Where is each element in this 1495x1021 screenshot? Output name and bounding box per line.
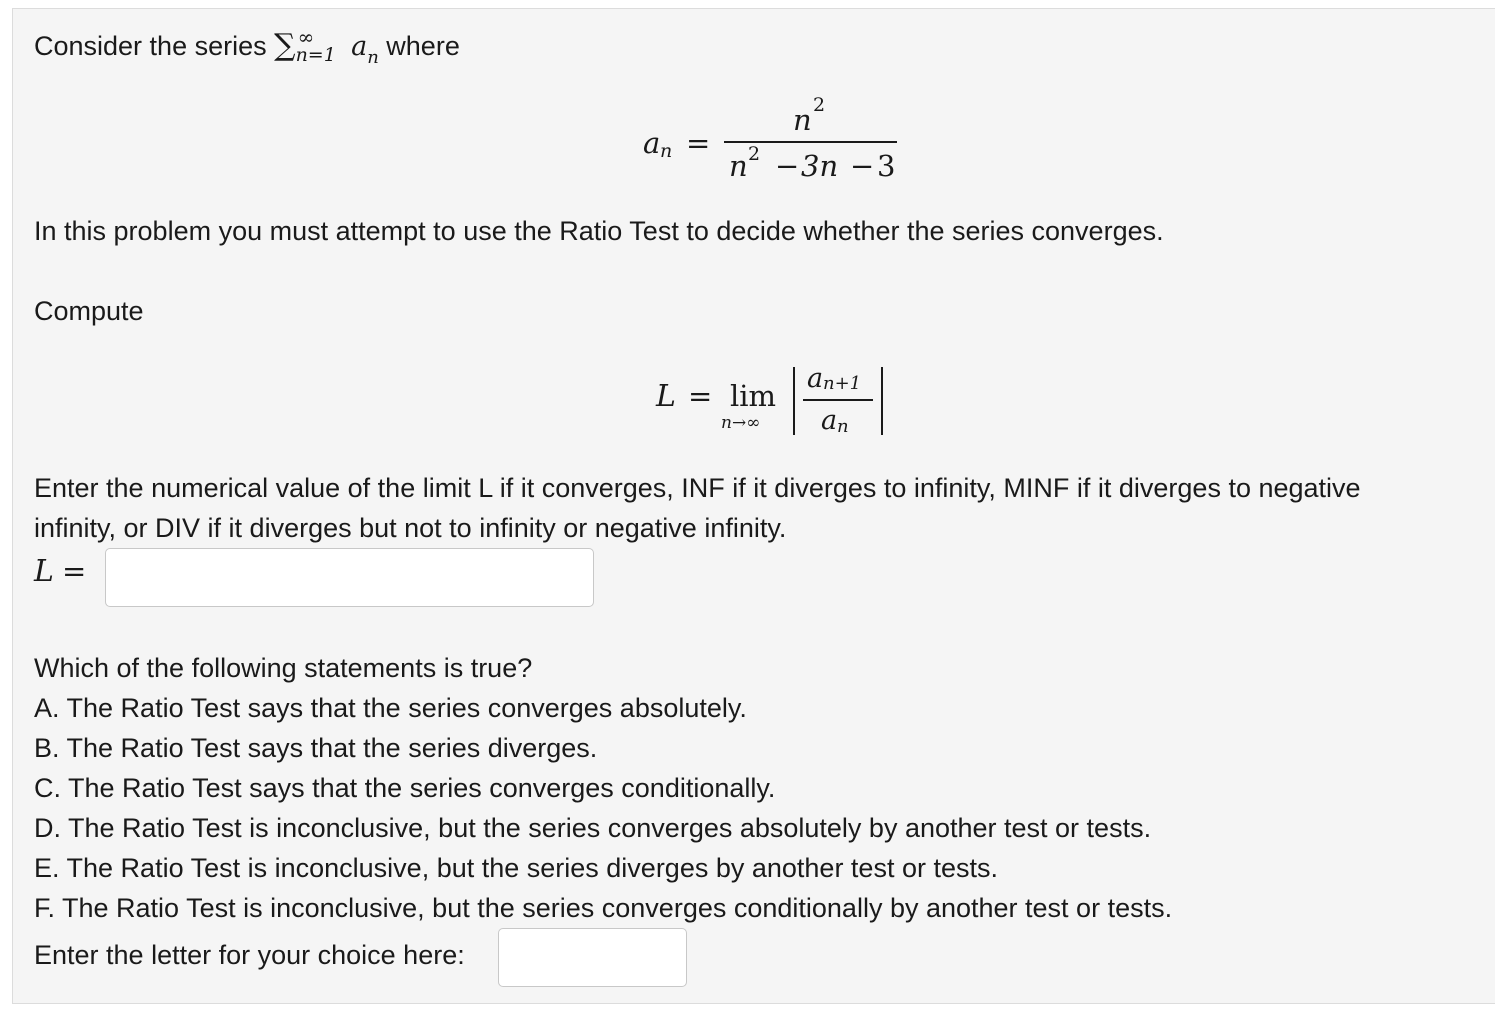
def-lhs-sub: n: [660, 140, 673, 162]
limit-equals: =: [688, 379, 713, 413]
limit-lhs: L: [656, 379, 676, 414]
option-b: B. The Ratio Test says that the series diverges.: [34, 733, 598, 763]
limit-lim-sub: n→∞: [721, 413, 761, 433]
abs-right-bar: [881, 367, 883, 435]
def-den-3n: 3n: [801, 149, 839, 183]
sum-lower-limit: n=1: [295, 44, 336, 66]
sum-term-var: a: [351, 31, 368, 62]
option-e: E. The Ratio Test is inconclusive, but the series diverges by another test or tests.: [34, 853, 998, 883]
def-den-3: 3: [877, 149, 896, 183]
choice-answer-input[interactable]: [498, 928, 687, 987]
intro-line: [34, 26, 460, 70]
option-f: F. The Ratio Test is inconclusive, but the series converges conditionally by another test or tests.: [34, 893, 1173, 923]
L-input-label-var: L: [34, 554, 54, 589]
intro-suffix: where: [386, 31, 460, 61]
limit-prompt-line1: Enter the numerical value of the limit L if it converges, INF if it diverges to infinity, MINF if it diverges to negative: [34, 473, 1361, 503]
question-text: Which of the following statements is true?: [34, 653, 533, 683]
abs-left-bar: [793, 367, 795, 435]
def-den-exp: 2: [748, 143, 761, 165]
def-den-minus2: −: [850, 149, 875, 183]
limit-answer-input[interactable]: [105, 548, 594, 607]
option-d: D. The Ratio Test is inconclusive, but the series converges absolutely by another test or tests.: [34, 813, 1152, 843]
limit-lim: lim: [730, 379, 777, 413]
sum-upper-limit: ∞: [297, 25, 315, 49]
limit-fraction-line: [803, 399, 873, 401]
compute-label: Compute: [34, 296, 144, 326]
L-input-label-eq: =: [62, 554, 87, 588]
def-numerator-exp: 2: [813, 94, 826, 116]
option-a: A. The Ratio Test says that the series converges absolutely.: [34, 693, 747, 723]
problem-panel: [12, 8, 1495, 1004]
intro-prefix: Consider the series: [34, 31, 267, 61]
sum-symbol: ∑: [274, 28, 296, 63]
def-equals: =: [686, 126, 711, 160]
def-den-n: n: [729, 149, 748, 183]
choice-prompt: Enter the letter for your choice here:: [34, 940, 465, 970]
limit-den-sub: n: [837, 416, 849, 437]
def-lhs-var: a: [643, 126, 661, 160]
limit-prompt-line2: infinity, or DIV if it diverges but not to infinity or negative infinity.: [34, 513, 787, 543]
def-den-minus1: −: [775, 149, 800, 183]
option-c: C. The Ratio Test says that the series converges conditionally.: [34, 773, 776, 803]
def-numerator-var: n: [793, 103, 812, 137]
limit-num-var: a: [807, 363, 824, 394]
sum-term-sub: n: [367, 47, 379, 68]
limit-num-sub: n+1: [823, 373, 862, 394]
limit-den-var: a: [821, 405, 838, 436]
instruction-text: In this problem you must attempt to use the Ratio Test to decide whether the series converges.: [34, 216, 1164, 246]
